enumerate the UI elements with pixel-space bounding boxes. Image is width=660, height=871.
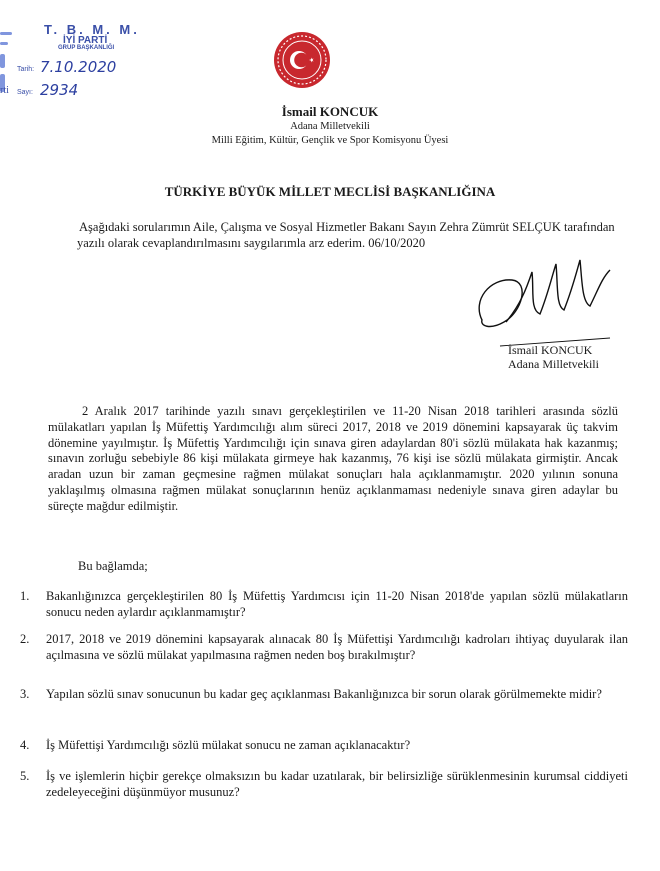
stamp-number-value: 2934: [40, 81, 79, 99]
question-item: [20, 632, 630, 664]
signature-name: İsmail KONCUK: [508, 343, 593, 357]
intro-paragraph: Aşağıdaki sorularımın Aile, Çalışma ve Sosyal Hizmetler Bakanı Sayın Zehra Zümrüt SELÇUK tarafından yazılı olarak cevaplandırılmasını saygılarımla arz ederim. 06/10/2020: [77, 220, 615, 250]
party-stamp: [0, 22, 140, 112]
question-text: İş Müfettişi Yardımcılığı sözlü mülakat sonucu ne zaman açıklanacaktır?: [46, 738, 411, 752]
stamp-number-label: Sayı:: [17, 89, 33, 96]
question-text: Yapılan sözlü sınav sonucunun bu kadar geç açıklanması Bakanlığınızca bir sorun olarak görülmemekte midir?: [46, 687, 602, 701]
question-number: 3.: [20, 687, 30, 701]
questions-lead: Bu bağlamda;: [78, 559, 148, 573]
stamp-office: GRUP BAŞKANLIĞI: [58, 45, 115, 51]
deputy-name: İsmail KONCUK: [281, 104, 379, 119]
question-text: Bakanlığınızca gerçekleştirilen 80 İş Müfettiş Yardımcısı için 11-20 Nisan 2018'de yapılan sözlü mülakatların sonucu neden aylardır açıklanmamıştır?: [46, 589, 628, 619]
question-item: [20, 769, 630, 801]
question-number: 1.: [20, 589, 30, 603]
question-number: 2.: [20, 632, 30, 646]
stamp-title: T. B. M. M.: [44, 22, 140, 37]
question-item: [20, 738, 630, 756]
stamp-party: İYİ PARTİ: [63, 35, 108, 46]
stamp-date-value: 7.10.2020: [40, 58, 117, 76]
stamp-date-label: Tarih:: [17, 66, 35, 73]
stamp-side-text: rti: [0, 85, 9, 96]
tbmm-emblem-icon: [272, 30, 332, 90]
deputy-role: Adana Milletvekili: [290, 121, 370, 132]
question-number: 4.: [20, 738, 30, 752]
deputy-commission: Milli Eğitim, Kültür, Gençlik ve Spor Komisyonu Üyesi: [211, 135, 449, 146]
question-text: 2017, 2018 ve 2019 dönemini kapsayarak alınacak 80 İş Müfettişi Yardımcılığı kadroları ihtiyaç duyularak ilan açılmasına ve sözlü mülakat yapılmasına rağmen neden boş bırakılmıştır?: [46, 632, 628, 662]
document-title: TÜRKİYE BÜYÜK MİLLET MECLİSİ BAŞKANLIĞINA: [164, 184, 496, 199]
body-paragraph: 2 Aralık 2017 tarihinde yazılı sınavı gerçekleştirilen ve 11-20 Nisan 2018 tarihleri arasında sözlü mülakatları yapılan İş Müfettiş Yardımcılığı alım süreci 2017, 2018 ve 2019 dönemini kapsayarak üç takvim dönemine yayılmıştır. İş Müfettiş Yardımcılığı için sınava giren adaylardan 80'i sözlü mülakata hak kazanmış; sınavın zorluğu sebebiyle 86 kişi mülakata girmeye hak kazanmış, 76 kişi ise sözlü mülakata girmiştir. Ancak aradan uzun bir zaman geçmesine rağmen mülakat sonuçları hala açıklanmamıştır. 2020 yılının sonuna yaklaşılmış olmasına rağmen mülakat sonuçlarının henüz açıklanmaması nedeniyle sınava giren adaylar bu süreçte mağdur edilmiştir.: [48, 404, 618, 513]
question-text: İş ve işlemlerin hiçbir gerekçe olmaksızın bu kadar uzatılarak, bir belirsizliğe sürüklenmesinin kurumsal ciddiyeti zedeleyeceğini düşünmüyor musunuz?: [46, 769, 628, 799]
question-item: [20, 687, 630, 719]
question-item: [20, 589, 630, 621]
signature-role: Adana Milletvekili: [508, 357, 599, 371]
question-number: 5.: [20, 769, 30, 783]
